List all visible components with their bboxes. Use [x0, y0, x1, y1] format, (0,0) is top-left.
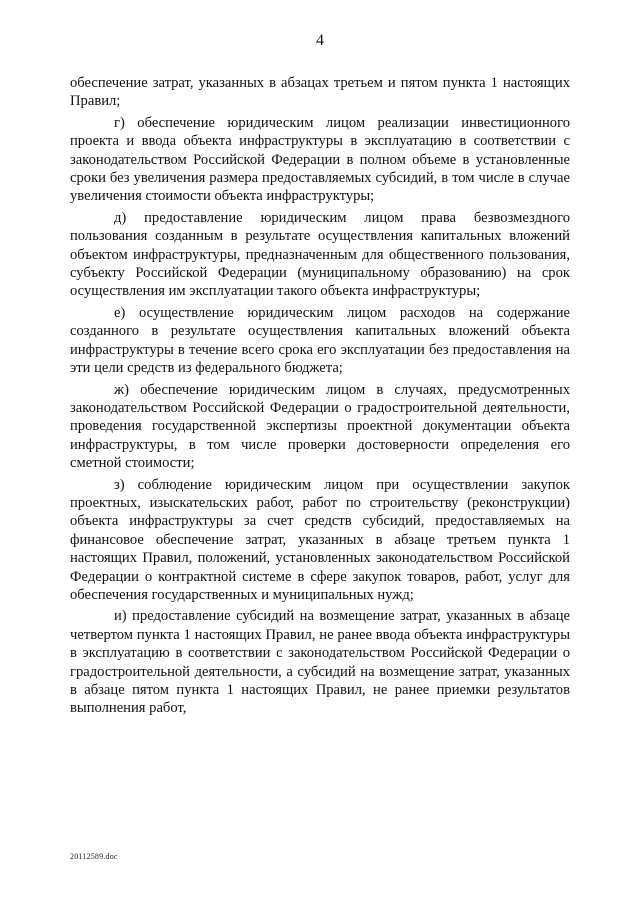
paragraph-item-g: г) обеспечение юридическим лицом реализации инвестиционного проекта и ввода объекта инфраструктуры в эксплуатацию в соответствии с законодательством Российской Федерации в полном объеме в установленные сроки без увеличения размера предоставляемых субсидий, в том числе в случае увеличения стоимости объекта инфраструктуры; [70, 114, 570, 205]
paragraph-item-i: и) предоставление субсидий на возмещение затрат, указанных в абзаце четвертом пункта 1 настоящих Правил, не ранее ввода объекта инфраструктуры в эксплуатацию в соответствии с законодательством Российской Федерации о градостроительной деятельности, а субсидий на возмещение затрат, указанных в абзаце пятом пункта 1 настоящих Правил, не ранее приемки результатов выполнения работ, [70, 608, 570, 717]
document-body [70, 74, 570, 721]
paragraph-continuation: обеспечение затрат, указанных в абзацах третьем и пятом пункта 1 настоящих Правил; [70, 75, 570, 110]
document-file-code: 20112589.doc [70, 852, 118, 861]
paragraph-item-d: д) предоставление юридическим лицом права безвозмездного пользования созданным в результате осуществления капитальных вложений объектом инфраструктуры, предназначенным для общественного пользования, субъекту Российской Федерации (муниципальному образованию) на срок осуществления им эксплуатации такого объекта инфраструктуры; [70, 209, 570, 300]
page-number: 4 [316, 32, 324, 49]
paragraph-item-z: з) соблюдение юридическим лицом при осуществлении закупок проектных, изыскательских работ, работ по строительству (реконструкции) объекта инфраструктуры за счет средств субсидий, предоставляемых на финансовое обеспечение затрат, указанных в абзаце третьем пункта 1 настоящих Правил, положений, установленных законодательством Российской Федерации о контрактной системе в сфере закупок товаров, работ, услуг для обеспечения государственных и муниципальных нужд; [70, 476, 570, 603]
paragraph-item-zh: ж) обеспечение юридическим лицом в случаях, предусмотренных законодательством Российской Федерации о градостроительной деятельности, проведения государственной экспертизы проектной документации объекта инфраструктуры, в том числе проверки достоверности определения его сметной стоимости; [70, 381, 570, 472]
paragraph-item-e: е) осуществление юридическим лицом расходов на содержание созданного в результате осуществления капитальных вложений объекта инфраструктуры в течение всего срока его эксплуатации без предоставления на эти цели средств из федерального бюджета; [70, 304, 570, 377]
